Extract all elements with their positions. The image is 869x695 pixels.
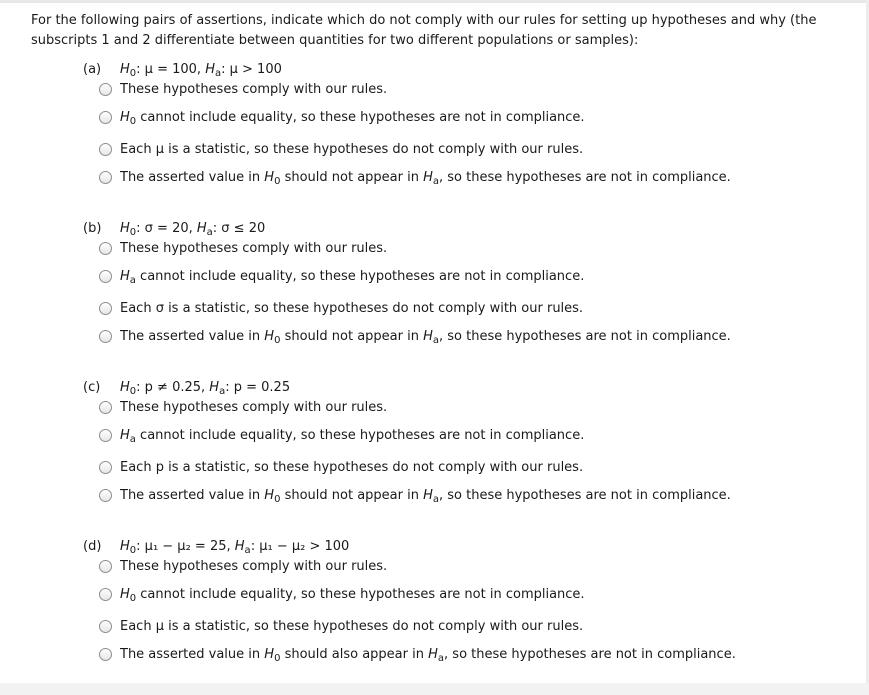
- h0-symbol: H: [120, 221, 130, 236]
- ha-subscript: a: [219, 386, 226, 397]
- h0-subscript: 0: [129, 545, 137, 556]
- answer-option[interactable]: [99, 585, 585, 605]
- answer-option[interactable]: [99, 299, 583, 319]
- option-text-start: The asserted value in: [120, 170, 265, 185]
- option-label[interactable]: [120, 488, 731, 503]
- h0-subscript: 0: [129, 386, 137, 397]
- option-label[interactable]: These hypotheses comply with our rules.: [120, 400, 388, 415]
- option-text-middle: should also appear in: [280, 647, 429, 662]
- part-letter: (a): [83, 62, 102, 77]
- h0-statement: : μ = 100,: [136, 62, 206, 77]
- option-text-end: , so these hypotheses are not in compliance.: [439, 329, 731, 344]
- option-text-end: , so these hypotheses are not in compliance.: [439, 488, 731, 503]
- option-text-end: , so these hypotheses are not in compliance.: [439, 170, 731, 185]
- option-text-middle: should not appear in: [280, 488, 424, 503]
- bottom-border: [0, 683, 869, 695]
- hypotheses-text: [120, 219, 265, 239]
- hypothesis-symbol: H: [264, 329, 275, 344]
- h0-statement: : p ≠ 0.25,: [136, 380, 210, 395]
- radio-button[interactable]: [99, 401, 112, 414]
- top-border: [0, 0, 869, 3]
- ha-symbol: H: [205, 62, 215, 77]
- h0-symbol: H: [120, 539, 130, 554]
- hypothesis-symbol: H: [120, 269, 130, 284]
- part-letter: (b): [83, 221, 102, 236]
- hypothesis-subscript: a: [129, 434, 136, 445]
- question-part: [83, 219, 863, 346]
- option-text-middle: should not appear in: [280, 170, 424, 185]
- option-label[interactable]: [120, 329, 731, 344]
- answer-option[interactable]: [99, 80, 387, 100]
- hypothesis-subscript: a: [437, 653, 445, 664]
- option-text-start: The asserted value in: [120, 488, 265, 503]
- ha-symbol: H: [209, 380, 220, 395]
- option-text-end: cannot include equality, so these hypotheses are not in compliance.: [135, 269, 585, 284]
- answer-option[interactable]: [99, 168, 731, 188]
- answer-option[interactable]: [99, 645, 736, 665]
- h0-subscript: 0: [129, 227, 137, 238]
- hypothesis-subscript: 0: [274, 494, 281, 505]
- hypothesis-symbol: H: [423, 488, 433, 503]
- hypotheses-text: [120, 60, 282, 80]
- radio-button[interactable]: [99, 588, 112, 601]
- ha-statement: : μ > 100: [221, 62, 282, 77]
- ha-symbol: H: [234, 539, 245, 554]
- hypothesis-subscript: a: [432, 494, 440, 505]
- ha-statement: : σ ≤ 20: [212, 221, 266, 236]
- option-label[interactable]: [120, 170, 731, 185]
- ha-subscript: a: [214, 68, 222, 79]
- hypothesis-subscript: 0: [274, 176, 281, 187]
- answer-option[interactable]: [99, 458, 583, 478]
- h0-statement: : μ₁ − μ₂ = 25,: [136, 539, 235, 554]
- answer-option[interactable]: [99, 140, 583, 160]
- question-prompt: For the following pairs of assertions, indicate which do not comply with our rules for setting up hypotheses and why (the subscripts 1 and 2 differentiate between quantities for two different populations or samples):: [31, 13, 817, 48]
- hypothesis-subscript: 0: [274, 335, 281, 346]
- option-label[interactable]: [120, 587, 585, 602]
- answer-option[interactable]: [99, 108, 585, 128]
- option-text-start: The asserted value in: [120, 647, 265, 662]
- option-text-start: The asserted value in: [120, 329, 265, 344]
- answer-option[interactable]: [99, 426, 584, 446]
- h0-subscript: 0: [129, 68, 137, 79]
- answer-option[interactable]: [99, 486, 731, 506]
- radio-button[interactable]: [99, 560, 112, 573]
- option-label[interactable]: These hypotheses comply with our rules.: [120, 82, 388, 97]
- option-label[interactable]: Each μ is a statistic, so these hypotheses do not comply with our rules.: [120, 142, 584, 157]
- hypothesis-symbol: H: [120, 587, 130, 602]
- h0-statement: : σ = 20,: [136, 221, 197, 236]
- hypothesis-subscript: 0: [129, 116, 137, 127]
- radio-button[interactable]: [99, 461, 112, 474]
- answer-option[interactable]: [99, 239, 387, 259]
- part-letter: (c): [83, 380, 101, 395]
- option-label[interactable]: These hypotheses comply with our rules.: [120, 241, 388, 256]
- option-label[interactable]: [120, 269, 584, 284]
- option-label[interactable]: [120, 428, 584, 443]
- hypothesis-symbol: H: [120, 428, 130, 443]
- ha-statement: : p = 0.25: [225, 380, 291, 395]
- option-text-end: cannot include equality, so these hypotheses are not in compliance.: [136, 110, 585, 125]
- hypothesis-symbol: H: [423, 170, 433, 185]
- option-text-end: , so these hypotheses are not in compliance.: [444, 647, 736, 662]
- radio-button[interactable]: [99, 143, 112, 156]
- question-part: [83, 60, 863, 187]
- option-label[interactable]: These hypotheses comply with our rules.: [120, 559, 388, 574]
- radio-button[interactable]: [99, 489, 112, 502]
- hypotheses-line: [83, 60, 863, 80]
- radio-button[interactable]: [99, 620, 112, 633]
- answer-option[interactable]: [99, 267, 584, 287]
- radio-button[interactable]: [99, 171, 112, 184]
- radio-button[interactable]: [99, 111, 112, 124]
- hypothesis-subscript: a: [129, 275, 136, 286]
- ha-symbol: H: [196, 221, 207, 236]
- hypothesis-symbol: H: [264, 647, 275, 662]
- hypotheses-text: [120, 378, 290, 398]
- hypotheses-line: [83, 219, 863, 239]
- hypothesis-symbol: H: [120, 110, 130, 125]
- hypothesis-symbol: H: [428, 647, 438, 662]
- hypothesis-symbol: H: [423, 329, 433, 344]
- hypothesis-symbol: H: [264, 488, 275, 503]
- ha-subscript: a: [244, 545, 251, 556]
- option-text-end: cannot include equality, so these hypotheses are not in compliance.: [135, 428, 585, 443]
- radio-button[interactable]: [99, 242, 112, 255]
- hypothesis-symbol: H: [264, 170, 275, 185]
- hypotheses-line: [83, 537, 863, 557]
- hypothesis-subscript: a: [432, 176, 440, 187]
- option-label[interactable]: Each σ is a statistic, so these hypotheses do not comply with our rules.: [120, 301, 584, 316]
- question-part: [83, 378, 863, 505]
- hypotheses-line: [83, 378, 863, 398]
- option-text-end: cannot include equality, so these hypotheses are not in compliance.: [136, 587, 585, 602]
- question-part: [83, 537, 863, 664]
- option-text-middle: should not appear in: [280, 329, 424, 344]
- h0-symbol: H: [120, 380, 130, 395]
- part-letter: (d): [83, 539, 102, 554]
- h0-symbol: H: [120, 62, 130, 77]
- option-label[interactable]: Each p is a statistic, so these hypotheses do not comply with our rules.: [120, 460, 584, 475]
- hypothesis-subscript: a: [432, 335, 440, 346]
- option-label[interactable]: Each μ is a statistic, so these hypotheses do not comply with our rules.: [120, 619, 584, 634]
- hypothesis-subscript: 0: [129, 593, 137, 604]
- ha-statement: : μ₁ − μ₂ > 100: [250, 539, 350, 554]
- answer-option[interactable]: [99, 557, 387, 577]
- radio-button[interactable]: [99, 648, 112, 661]
- answer-option[interactable]: [99, 398, 387, 418]
- option-label[interactable]: [120, 647, 736, 662]
- radio-button[interactable]: [99, 83, 112, 96]
- radio-button[interactable]: [99, 270, 112, 283]
- hypotheses-text: [120, 537, 349, 557]
- option-label[interactable]: [120, 110, 585, 125]
- answer-option[interactable]: [99, 327, 731, 347]
- radio-button[interactable]: [99, 429, 112, 442]
- radio-button[interactable]: [99, 330, 112, 343]
- ha-subscript: a: [206, 227, 213, 238]
- hypothesis-subscript: 0: [274, 653, 281, 664]
- answer-option[interactable]: [99, 617, 583, 637]
- radio-button[interactable]: [99, 302, 112, 315]
